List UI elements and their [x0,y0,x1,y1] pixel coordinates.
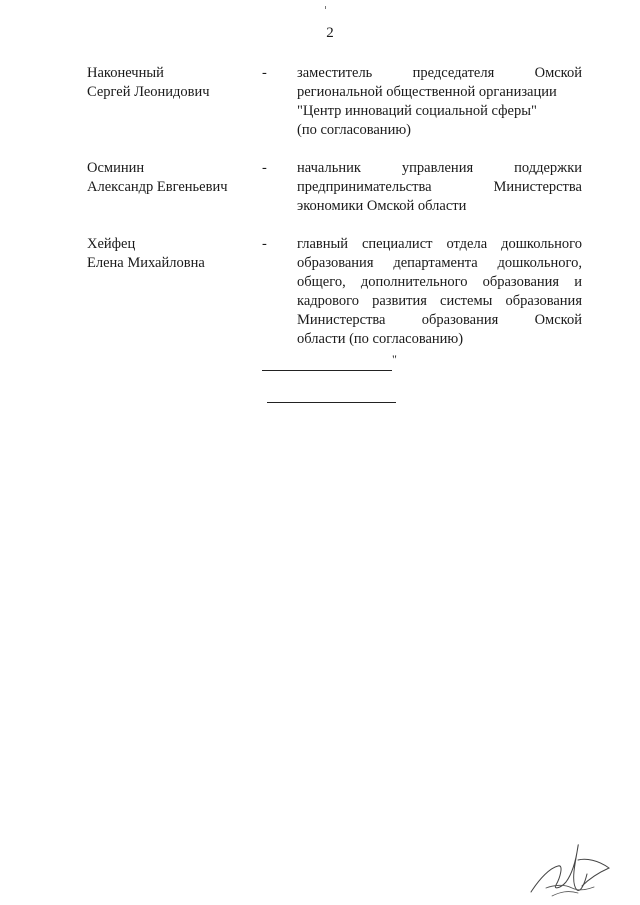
member-name [87,235,260,273]
position-line: общего, дополнительного образования и [297,274,582,290]
position-line: кадрового развития системы образования [297,293,582,309]
position-line: "Центр инноваций социальной сферы" [297,103,537,119]
member-given-name: Сергей Леонидович [87,84,210,100]
scan-speck [325,6,326,9]
member-position [297,235,582,349]
member-surname: Наконечный [87,65,164,81]
member-dash: - [262,236,267,252]
position-line: области (по согласованию) [297,331,464,347]
member-position [297,159,582,216]
position-line: (по согласованию) [297,122,411,138]
member-surname: Хейфец [87,236,136,252]
member-position [297,64,582,140]
position-line: предпринимательства Министерства [297,179,582,195]
closing-rule [262,370,392,371]
member-given-name: Александр Евгеньевич [87,179,228,195]
member-given-name: Елена Михайловна [87,255,205,271]
page-number: 2 [326,25,334,41]
position-line: начальник управления поддержки [297,160,582,176]
member-dash: - [262,160,267,176]
member-entry [87,64,582,140]
member-dash: - [262,65,267,81]
position-line: региональной общественной организации [297,84,557,100]
member-surname: Осминин [87,160,145,176]
member-list [87,64,582,349]
position-line: экономики Омской области [297,198,467,214]
member-entry [87,159,582,216]
member-entry [87,235,582,349]
position-line: Министерства образования Омской [297,312,582,328]
position-line: главный специалист отдела дошкольного [297,236,582,252]
end-rule [267,402,396,403]
position-line: образования департамента дошкольного, [297,255,582,271]
position-line: заместитель председателя Омской [297,65,582,81]
closing-quote: " [392,352,397,366]
member-name [87,159,260,197]
signature-icon [528,838,612,898]
member-name [87,64,260,102]
